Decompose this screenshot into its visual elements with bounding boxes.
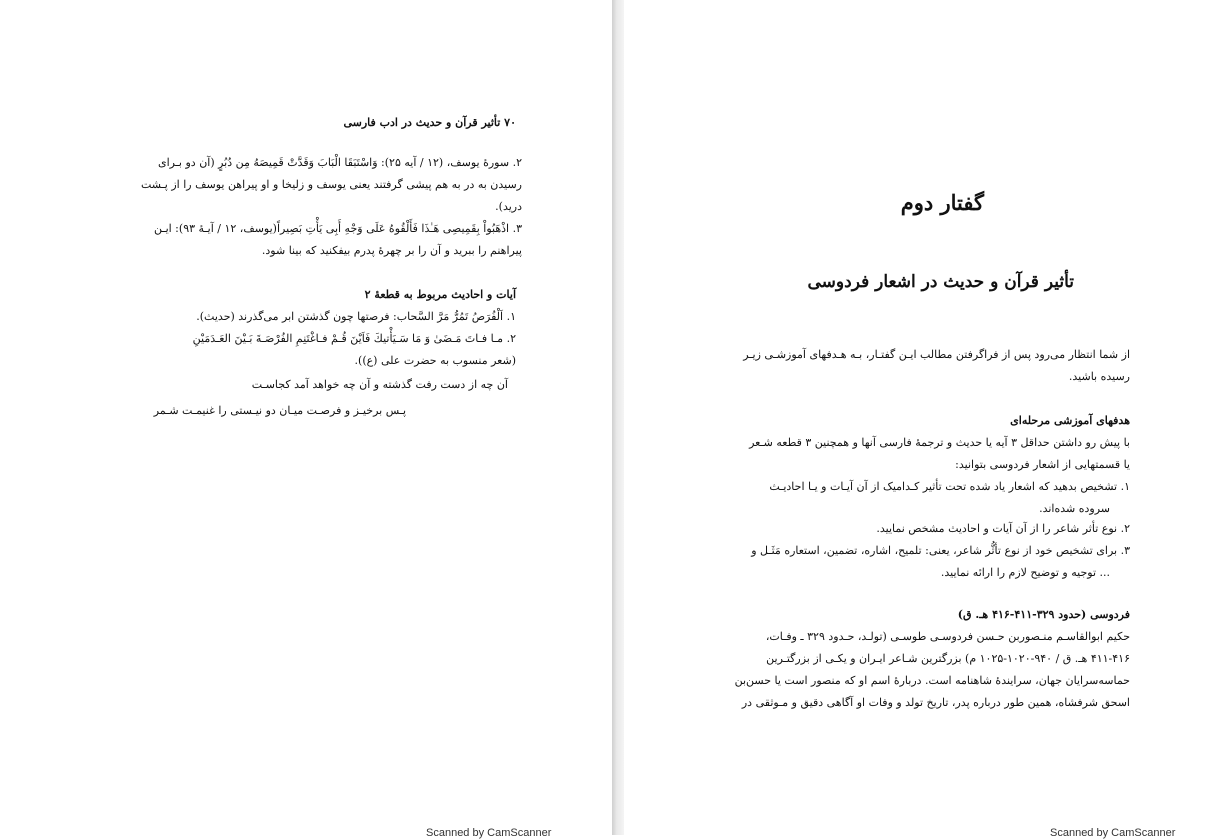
bio-line-4: اسحق شرفشاه، همین طور درباره پدر، تاریخ تولد و وفات او آگاهی دقیق و مـوثقی در (741, 696, 1130, 709)
goal-3-line-1: ۳. برای تشخیص خود از نوع تأثُّر شاعر، یعنی: تلمیح، اشاره، تضمین، استعاره مَثَـل و (751, 544, 1130, 557)
verse-2: پـس برخیـز و فرصـت میـان دو نیـستی را غنیمـت شـمر (153, 404, 406, 417)
item-3-line-2: پیراهنم را ببرید و آن را بر چهرهٔ پدرم بیفکنید که بینا شود. (261, 244, 522, 257)
goals-title: هدفهای آموزشی مرحله‌ای (1010, 414, 1130, 427)
hadith-1: ۱. اَلْفُرَصُ تَمُرُّ مَرَّ السَّحاب: فرصتها چون گذشتن ابر می‌گذرند (حدیث). (196, 310, 516, 323)
goal-3-line-2: ... توجیه و توضیح لازم را ارائه نمایید. (940, 566, 1110, 579)
item-3-line-1: ۳. اذْهَبُواْ بِقَمِیصِی هَـٰذَا فَأَلْقُوهُ عَلَى وَجْهِ أَبِی یَأْتِ بَصِیراً(یوسف، ۱۲ / آیـهٔ ۹۳): ایـن (153, 222, 522, 235)
page-footer: Scanned by CamScanner (426, 827, 552, 839)
page-footer: Scanned by CamScanner (1050, 827, 1176, 839)
item-2-line-3: درید). (495, 200, 522, 213)
goal-2: ۲. نوع تأثر شاعر را از آن آیات و احادیث مشخص نمایید. (876, 522, 1130, 535)
bio-line-3: حماسه‌سرایان جهان، سرایندهٔ شاهنامه است. دربارهٔ اسم او که منصور است یا حسن‌بن (734, 674, 1130, 687)
page-header: ۷۰ تأثیر قرآن و حدیث در ادب فارسی (343, 116, 516, 129)
goals-line-2: یا قسمتهایی از اشعار فردوسی بتوانید: (955, 458, 1130, 471)
verse-1: آن چه از دست رفت گذشته و آن چه خواهد آمد کجاسـت (251, 378, 508, 391)
right-page (624, 0, 1230, 839)
chapter-heading: گفتار دوم (900, 190, 984, 215)
section-title: آیات و احادیث مربوط به قطعهٔ ۲ (364, 288, 516, 301)
left-page (0, 0, 612, 839)
ferdowsi-title: فردوسی (حدود ۳۲۹-۴۱۱-۴۱۶ هـ. ق) (957, 608, 1130, 621)
item-2-line-2: رسیدن به در به هم پیشی گرفتند یعنی یوسف و زلیخا و او پیراهن یوسف را از پـشت (140, 178, 522, 191)
goal-1-line-2: سروده شده‌اند. (1039, 502, 1110, 515)
item-2-line-1: ۲. سورهٔ یوسف، (۱۲ / آیه ۲۵): وَاسْتَبَقَا الْبَابَ وَقَدَّتْ قَمِیصَهُ مِن دُبُرٍ (آن دو بـرای (157, 156, 522, 169)
goal-1-line-1: ۱. تشخیص بدهید که اشعار یاد شده تحت تأثیر کـدامیک از آن آیـات و یـا احادیـث (769, 480, 1130, 493)
intro-line-2: رسیده باشید. (1068, 370, 1130, 383)
book-gutter (612, 0, 624, 835)
hadith-2: ۲. مـا فـاتَ مَـضَىٰ وَ مَا سَـیَأْتیكَ فَاَیْنَ قُـمْ فـاغْتَنِمِ الفُرْصَـةَ بَـیْنَ العَـدَمَیْنِ (192, 332, 516, 345)
chapter-title: تأثیر قرآن و حدیث در اشعار فردوسی (807, 272, 1074, 292)
hadith-2-attribution: (شعر منسوب به حضرت علی (ع)). (354, 354, 516, 367)
bio-line-1: حکیم ابوالقاسـم منـصوربن حـسن فردوسـی طوسـی (تولـد، حـدود ۳۲۹ ـ وفـات، (765, 630, 1130, 643)
goals-line-1: با پیش رو داشتن حداقل ۳ آیه یا حدیث و ترجمهٔ فارسی آنها و همچنین ۳ قطعه شـعر (749, 436, 1130, 449)
bio-line-2: ۴۱۱-۴۱۶ هـ. ق / ۹۴۰-۱۰۲۰-۱۰۲۵ م) بزرگترین شـاعر ایـران و یکـی از بزرگتـرین (766, 652, 1130, 665)
intro-line-1: از شما انتظار می‌رود پس از فراگرفتن مطالب ایـن گفتـار، بـه هـدفهای آموزشـی زیـر (743, 348, 1130, 361)
